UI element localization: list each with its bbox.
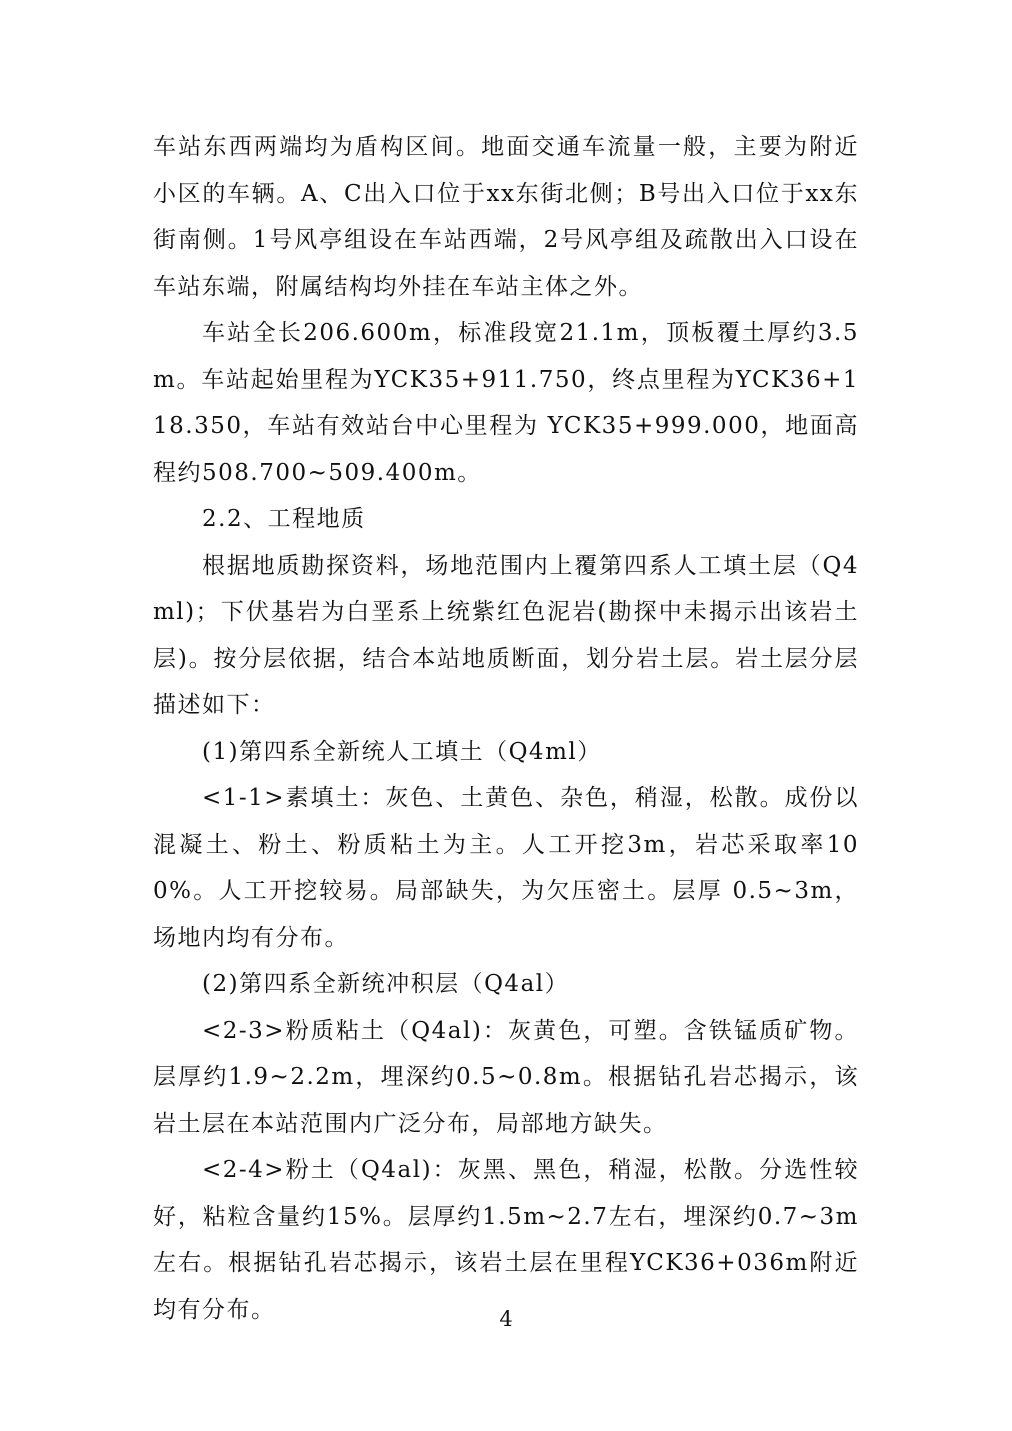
document-body (153, 124, 859, 1333)
paragraph-station-overview: 车站东西两端均为盾构区间。地面交通车流量一般，主要为附近小区的车辆。A、C出入口位于xx东街北侧；B号出入口位于xx东街南侧。1号风亭组设在车站西端，2号风亭组及疏散出入口设在车站东端，附属结构均外挂在车站主体之外。 (153, 134, 859, 300)
subheading-alluvial-layer: (2)第四系全新统冲积层（Q4al） (202, 971, 570, 997)
paragraph-layer-2-3: <2-3>粉质粘土（Q4al)：灰黄色，可塑。含铁锰质矿物。层厚约1.9~2.2m，埋深约0.5~0.8m。根据钻孔岩芯揭示，该岩土层在本站范围内广泛分布，局部地方缺失。 (153, 1017, 859, 1137)
subheading-artificial-fill: (1)第四系全新统人工填土（Q4ml） (202, 738, 602, 765)
paragraph-layer-2-4: <2-4>粉土（Q4al)：灰黑、黑色，稍湿，松散。分选性较好，粘粒含量约15%。层厚约1.5m~2.7左右，埋深约0.7~3m左右。根据钻孔岩芯揭示，该岩土层在里程YCK36+036m附近均有分布。 (153, 1157, 859, 1323)
paragraph-station-dimensions: 车站全长206.600m，标准段宽21.1m，顶板覆土厚约3.5m。车站起始里程为YCK35+911.750，终点里程为YCK36+118.350，车站有效站台中心里程为 YCK35+999.000，地面高程约508.700~509.400m。 (153, 320, 859, 486)
paragraph-layer-1-1: <1-1>素填土：灰色、土黄色、杂色，稍湿，松散。成份以混凝土、粉土、粉质粘土为主。人工开挖3m，岩芯采取率100%。人工开挖较易。局部缺失，为欠压密土。层厚 0.5~3m，场地内均有分布。 (153, 785, 859, 951)
section-heading-engineering-geology: 2.2、工程地质 (202, 506, 366, 532)
page-number: 4 (499, 1307, 513, 1331)
paragraph-geology-intro: 根据地质勘探资料，场地范围内上覆第四系人工填土层（Q4ml)；下伏基岩为白垩系上统紫红色泥岩(勘探中未揭示出该岩土层)。按分层依据，结合本站地质断面，划分岩土层。岩土层分层描述如下： (153, 552, 859, 718)
